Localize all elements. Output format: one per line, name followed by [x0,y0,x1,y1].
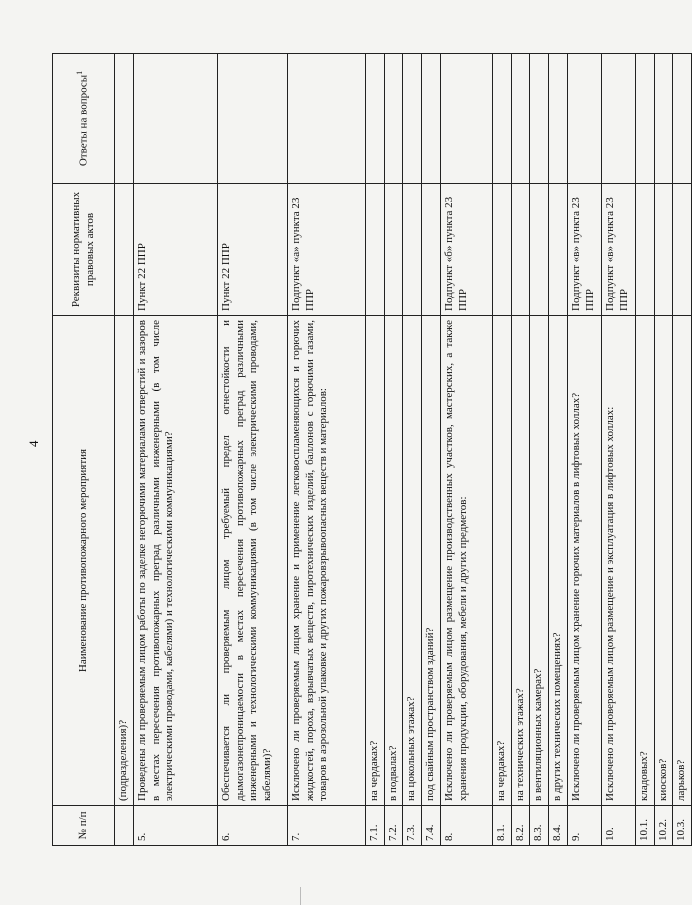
header-name: Наименование противопожарного мероприятия [53,316,115,806]
table-row [511,54,530,846]
row-requisites: Подпункт «б» пункта 23 ППР [440,184,492,316]
row-requisites [422,184,441,316]
table-row [549,54,568,846]
row-number: 7.1. [365,806,384,846]
table-row [422,54,441,846]
header-requisites: Реквизиты нормативных правовых актов [53,184,115,316]
row-number: 10.2. [654,806,673,846]
row-number: 8.3. [530,806,549,846]
row-requisites [635,184,654,316]
header-answers-footnote: 1 [75,70,85,75]
row-measure-name: Исключено ли проверяемым лицом хранение горючих материалов в лифтовых холлах? [567,316,601,806]
row-number: 10.1. [635,806,654,846]
table-row [635,54,654,846]
row-answer[interactable] [422,54,441,184]
row-answer[interactable] [384,54,403,184]
row-requisites [384,184,403,316]
row-number: 7. [287,806,365,846]
header-answers [53,54,115,184]
table-row [115,54,134,846]
row-measure-name: кладовых? [635,316,654,806]
row-requisites: Подпункт «в» пункта 23 ППР [601,184,635,316]
table-row [440,54,492,846]
table-row [530,54,549,846]
header-answers-label: Ответы на вопросы [77,74,90,167]
row-measure-name: на чердаках? [492,316,511,806]
row-number: 8.1. [492,806,511,846]
row-requisites [365,184,384,316]
row-requisites [511,184,530,316]
row-measure-name: Обеспечивается ли проверяемым лицом требуемый предел огнестойкости и дымогазонепроницаемости в местах пересечения противопожарных преград различными инженерными и технологическими коммуникациями (в том числе электрическими проводами, кабелями)? [217,316,287,806]
row-measure-name: ларьков? [673,316,692,806]
table-body [115,54,692,846]
table-row [133,54,217,846]
row-answer[interactable] [440,54,492,184]
rotated-page [52,54,688,846]
header-num: № п/п [53,806,115,846]
row-requisites [654,184,673,316]
row-number: 10. [601,806,635,846]
row-measure-name: (подразделения)? [115,316,134,806]
row-requisites: Подпункт «в» пункта 23 ППР [567,184,601,316]
table-row [673,54,692,846]
row-number: 7.2. [384,806,403,846]
row-number: 10.3. [673,806,692,846]
row-answer[interactable] [403,54,422,184]
row-measure-name: на технических этажах? [511,316,530,806]
table-row [403,54,422,846]
table-row [492,54,511,846]
row-answer[interactable] [567,54,601,184]
row-measure-name: в вентиляционных камерах? [530,316,549,806]
row-answer[interactable] [133,54,217,184]
row-answer[interactable] [492,54,511,184]
row-measure-name: в других технических помещениях? [549,316,568,806]
table-header-row [53,54,115,846]
row-requisites [549,184,568,316]
row-requisites [673,184,692,316]
row-number: 8.2. [511,806,530,846]
row-measure-name: Исключено ли проверяемым лицом размещение и эксплуатация в лифтовых холлах: [601,316,635,806]
row-number [115,806,134,846]
row-number: 6. [217,806,287,846]
row-number: 8.4. [549,806,568,846]
row-answer[interactable] [530,54,549,184]
row-requisites [403,184,422,316]
row-answer[interactable] [365,54,384,184]
row-answer[interactable] [673,54,692,184]
row-answer[interactable] [511,54,530,184]
row-measure-name: в подвалах? [384,316,403,806]
scan-mark [300,887,301,905]
table-row [567,54,601,846]
table-row [365,54,384,846]
row-requisites [530,184,549,316]
row-number: 7.4. [422,806,441,846]
row-answer[interactable] [287,54,365,184]
row-measure-name: киосков? [654,316,673,806]
row-answer[interactable] [635,54,654,184]
row-measure-name: под свайным пространством зданий? [422,316,441,806]
row-number: 8. [440,806,492,846]
row-answer[interactable] [549,54,568,184]
row-number: 9. [567,806,601,846]
row-requisites [115,184,134,316]
row-measure-name: Исключено ли проверяемым лицом размещение производственных участков, мастерских, а также хранения продукции, оборудования, мебели и других предметов: [440,316,492,806]
row-number: 5. [133,806,217,846]
fire-safety-checklist-table [52,53,692,846]
page-number: 4 [26,440,41,447]
row-requisites: Подпункт «а» пункта 23 ППР [287,184,365,316]
row-answer[interactable] [115,54,134,184]
row-number: 7.3. [403,806,422,846]
table-row [654,54,673,846]
row-answer[interactable] [217,54,287,184]
table-row [217,54,287,846]
table-row [601,54,635,846]
row-requisites: Пункт 22 ППР [133,184,217,316]
row-requisites [492,184,511,316]
table-row [287,54,365,846]
row-requisites: Пункт 22 ППР [217,184,287,316]
row-measure-name: Проведены ли проверяемым лицом работы по заделке негорючими материалами отверстий и зазоров в местах пересечения противопожарных преград различными инженерными (в том числе электрическими проводами, кабелями) и технологическими коммуникациями? [133,316,217,806]
row-measure-name: на чердаках? [365,316,384,806]
table-row [384,54,403,846]
row-measure-name: на цокольных этажах? [403,316,422,806]
row-answer[interactable] [601,54,635,184]
row-measure-name: Исключено ли проверяемым лицом хранение и применение легковоспламеняющихся и горючих жидкостей, пороха, взрывчатых веществ, пиротехнических изделий, баллонов с горючими газами, товаров в аэрозольной упаковке и других пожаровзрывоопасных веществ и материалов: [287,316,365,806]
row-answer[interactable] [654,54,673,184]
